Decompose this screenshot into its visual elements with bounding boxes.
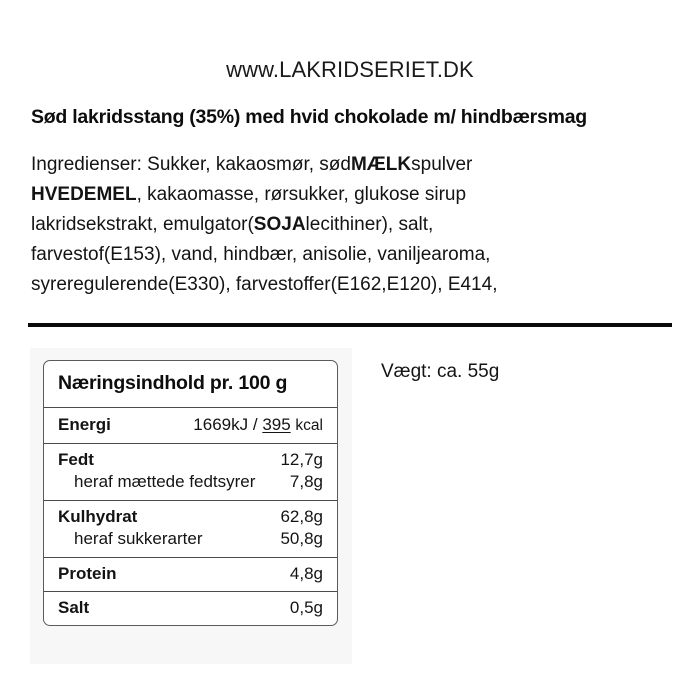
nutrition-row-protein — [44, 558, 337, 591]
nutrition-row-carbohydrate — [44, 501, 337, 528]
nutrition-table — [43, 360, 338, 626]
allergen-text: SOJA — [253, 214, 306, 235]
allergen-text: MÆLK — [350, 154, 412, 175]
nutrition-value-energy — [193, 415, 323, 435]
nutrition-row-salt — [44, 592, 337, 625]
energy-separator: / — [252, 415, 258, 434]
nutrition-value-salt: 0,5g — [289, 598, 323, 617]
weight-note: Vægt: ca. 55g — [381, 361, 500, 382]
nutrition-table-header: Næringsindhold pr. 100 g — [58, 372, 288, 394]
nutrition-value-sugars: 50,8g — [280, 529, 323, 548]
nutrition-group-fat — [44, 443, 337, 500]
ingredient-text: , kakaomasse, rørsukker, glukose sirup — [136, 184, 467, 205]
ingredients-line — [31, 150, 671, 180]
energy-kcal-value: 395 — [262, 415, 291, 434]
ingredients-line — [31, 240, 671, 270]
ingredients-line — [31, 210, 671, 240]
nutrition-row-sugars — [44, 528, 337, 557]
nutrition-value-protein: 4,8g — [289, 564, 323, 583]
nutrition-label-protein: Protein — [58, 564, 117, 583]
nutrition-label-saturates: heraf mættede fedtsyrer — [74, 472, 256, 491]
product-title: Sød lakridsstang (35%) med hvid chokolade m/ hindbærsmag — [31, 106, 587, 128]
ingredients-line — [31, 270, 671, 300]
nutrition-label-fat: Fedt — [58, 450, 94, 469]
nutrition-label-sugars: heraf sukkerarter — [74, 529, 203, 548]
ingredient-text: lecithiner), salt, — [305, 214, 434, 235]
energy-kj: 1669kJ — [193, 415, 249, 434]
nutrition-row-energy — [44, 408, 337, 443]
nutrition-row-fat — [44, 444, 337, 471]
nutrition-label-energy: Energi — [58, 415, 111, 434]
website-url: www.LAKRIDSERIET.DK — [226, 57, 474, 82]
nutrition-value-carbohydrate: 62,8g — [280, 507, 323, 526]
nutrition-row-saturates — [44, 471, 337, 500]
nutrition-value-saturates: 7,8g — [289, 472, 323, 491]
ingredient-text: Ingredienser: Sukker, kakaosmør, sød — [31, 154, 351, 175]
nutrition-group-energy — [44, 407, 337, 443]
ingredient-text: spulver — [411, 154, 473, 175]
nutrition-group-carbohydrate — [44, 500, 337, 557]
section-divider — [28, 323, 672, 327]
nutrition-group-protein — [44, 557, 337, 591]
ingredients-line — [31, 180, 671, 210]
nutrition-label-carbohydrate: Kulhydrat — [58, 507, 138, 526]
ingredient-text: syreregulerende(E330), farvestoffer(E162,E120), E414, — [31, 274, 498, 295]
ingredients-list — [31, 150, 671, 300]
ingredient-text: lakridsekstrakt, emulgator( — [31, 214, 254, 235]
nutrition-group-salt — [44, 591, 337, 625]
energy-kcal-unit: kcal — [295, 417, 323, 434]
nutrition-value-fat: 12,7g — [280, 450, 323, 469]
allergen-text: HVEDEMEL — [31, 184, 137, 205]
nutrition-label-salt: Salt — [58, 598, 90, 617]
ingredient-text: farvestof(E153), vand, hindbær, anisolie, vaniljearoma, — [31, 244, 491, 265]
